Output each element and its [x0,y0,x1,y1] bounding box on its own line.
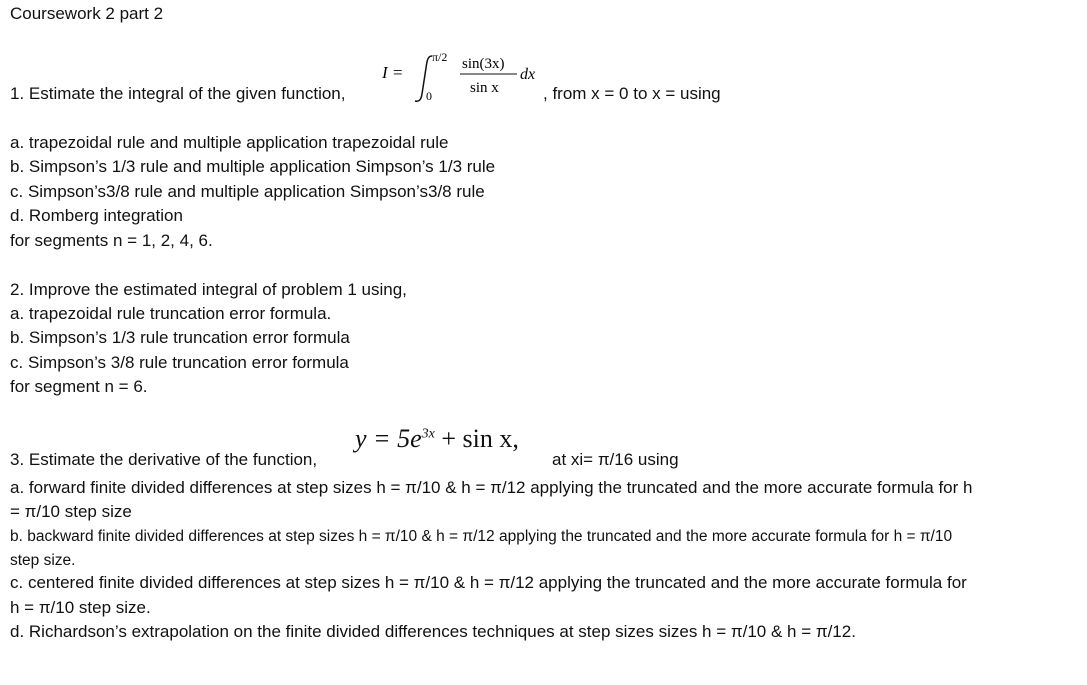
q1-item-b: b. Simpson’s 1/3 rule and multiple application Simpson’s 1/3 rule [10,157,496,176]
integral-denominator: sin x [470,80,499,96]
q2-item-b: b. Simpson’s 1/3 rule truncation error formula [10,328,350,347]
q3-item-c-line1: c. centered finite divided differences at step sizes h = π/10 & h = π/12 applying the truncated and the more accurate formula for [10,573,967,592]
q1-intro: 1. Estimate the integral of the given function, [10,84,346,103]
q2-intro: 2. Improve the estimated integral of problem 1 using, [10,280,407,299]
q3-tail: at xi= π/16 using [552,450,679,469]
derivative-function-formula [355,424,519,454]
q3-item-d: d. Richardson’s extrapolation on the finite divided differences techniques at step sizes sizes h = π/10 & h = π/12. [10,622,856,641]
q1-segments: for segments n = 1, 2, 4, 6. [10,231,213,250]
integral-lhs: I = [382,63,404,82]
integral-lower-limit: 0 [426,89,432,103]
formula-exponent: 3x [421,426,435,442]
q1-tail: , from x = 0 to x = using [543,84,721,103]
formula-prefix: y = 5e [355,424,422,453]
q2-item-c: c. Simpson’s 3/8 rule truncation error formula [10,353,349,372]
integral-formula [380,48,545,104]
integral-numerator: sin(3x) [462,56,505,72]
q3-item-a-line2: = π/10 step size [10,502,132,521]
formula-suffix: + sin x, [441,424,519,453]
q1-item-a: a. trapezoidal rule and multiple application trapezoidal rule [10,133,449,152]
q3-item-b-line2: step size. [10,552,76,569]
integral-upper-limit: π/2 [432,50,448,64]
integral-dx: dx [520,66,536,83]
q3-item-b-line1: b. backward finite divided differences at step sizes h = π/10 & h = π/12 applying the truncated and the more accurate formula for h = π/10 [10,528,953,545]
q3-intro: 3. Estimate the derivative of the function, [10,450,318,469]
q1-item-c: c. Simpson’s3/8 rule and multiple application Simpson’s3/8 rule [10,182,485,201]
q2-item-a: a. trapezoidal rule truncation error formula. [10,304,332,323]
q3-item-c-line2: h = π/10 step size. [10,598,151,617]
document-title: Coursework 2 part 2 [10,4,164,23]
q1-item-d: d. Romberg integration [10,206,183,225]
q2-segment: for segment n = 6. [10,377,148,396]
q3-item-a-line1: a. forward finite divided differences at step sizes h = π/10 & h = π/12 applying the truncated and the more accurate formula for h [10,478,973,497]
